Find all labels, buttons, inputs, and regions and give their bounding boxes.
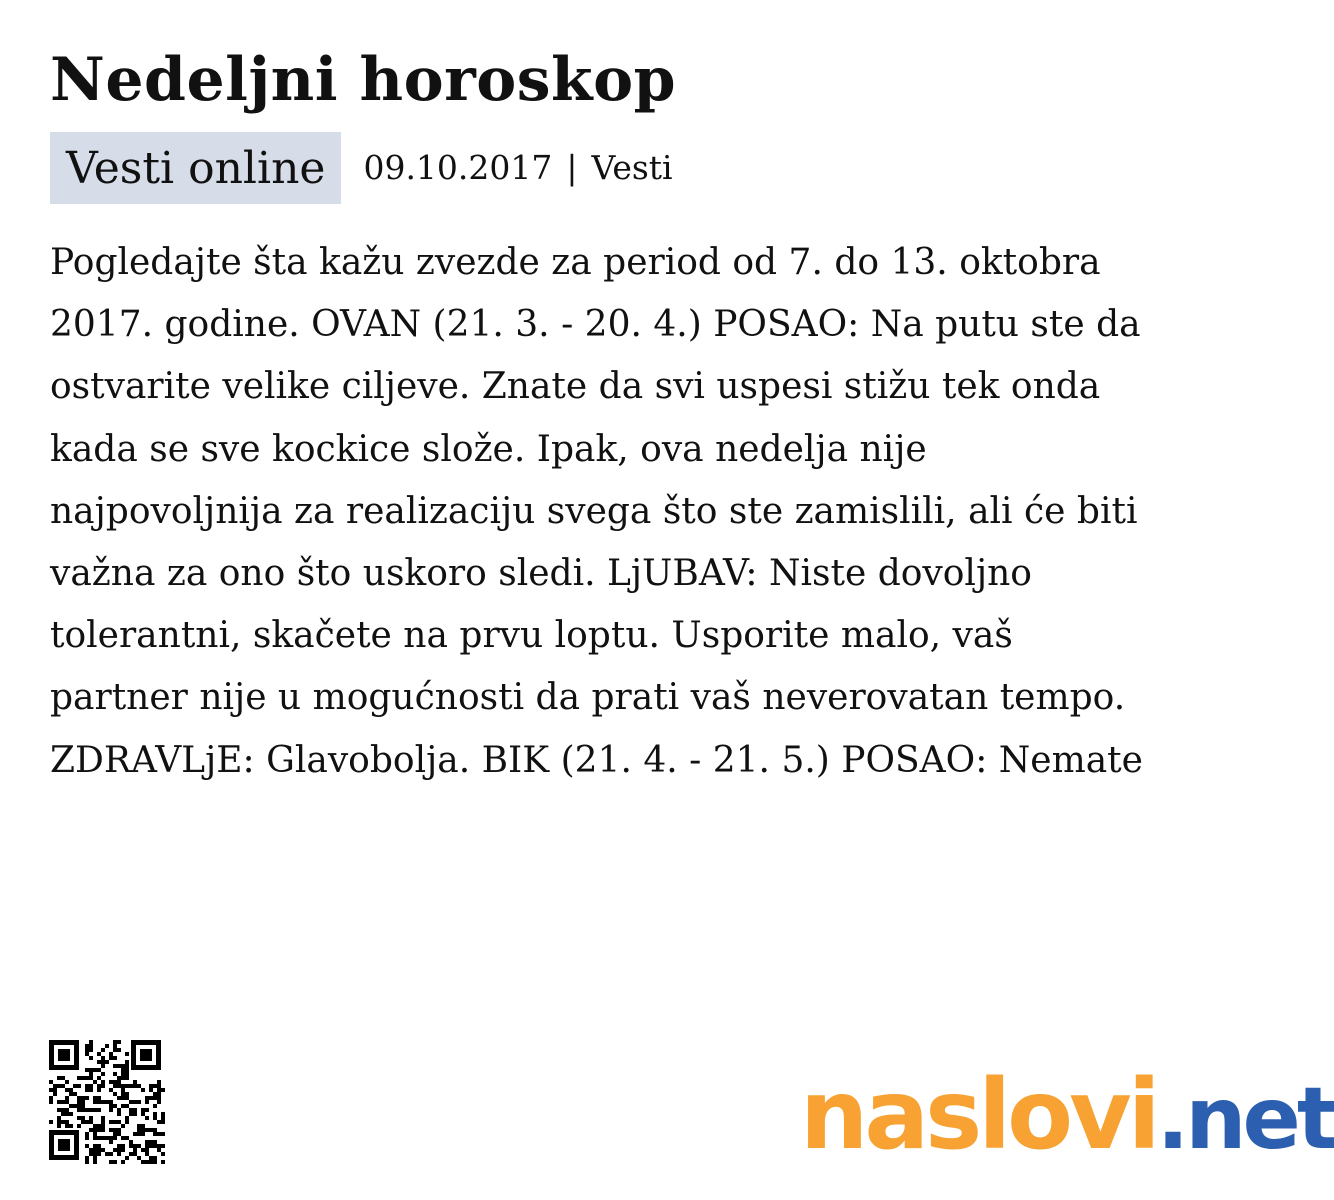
article-category[interactable]: Vesti (591, 148, 673, 187)
meta-info (363, 148, 672, 187)
meta-separator: | (566, 148, 578, 187)
source-badge[interactable]: Vesti online (50, 132, 341, 204)
body-fade-overlay (50, 792, 1160, 852)
article-title: Nedeljni horoskop (50, 45, 677, 115)
logo-part-naslovi: naslovi (800, 1059, 1157, 1171)
qr-code-icon (45, 1036, 165, 1164)
article-date: 09.10.2017 (363, 148, 553, 187)
article-meta (50, 132, 673, 204)
logo-part-net: .net (1156, 1069, 1334, 1169)
article-body (50, 232, 1160, 852)
naslovi-logo[interactable] (800, 1055, 1334, 1175)
article-body-text: Pogledajte šta kažu zvezde za period od 7. do 13. oktobra 2017. godine. OVAN (21. 3. - 20. 4.) POSAO: Na putu ste da ostvarite velike ciljeve. Znate da svi uspesi stižu tek onda kada se sve kockice slože. Ipak, ova nedelja nije najpovoljnija za realizaciju svega što ste zamislili, ali će biti važna za ono što uskoro sledi. LjUBAV: Niste dovoljno tolerantni, skačete na prvu loptu. Usporite malo, vaš partner nije u mogućnosti da prati vaš neverovatan tempo. ZDRAVLjE: Glavobolja. BIK (21. 4. - 21. 5.) POSAO: Nemate (50, 242, 1143, 781)
